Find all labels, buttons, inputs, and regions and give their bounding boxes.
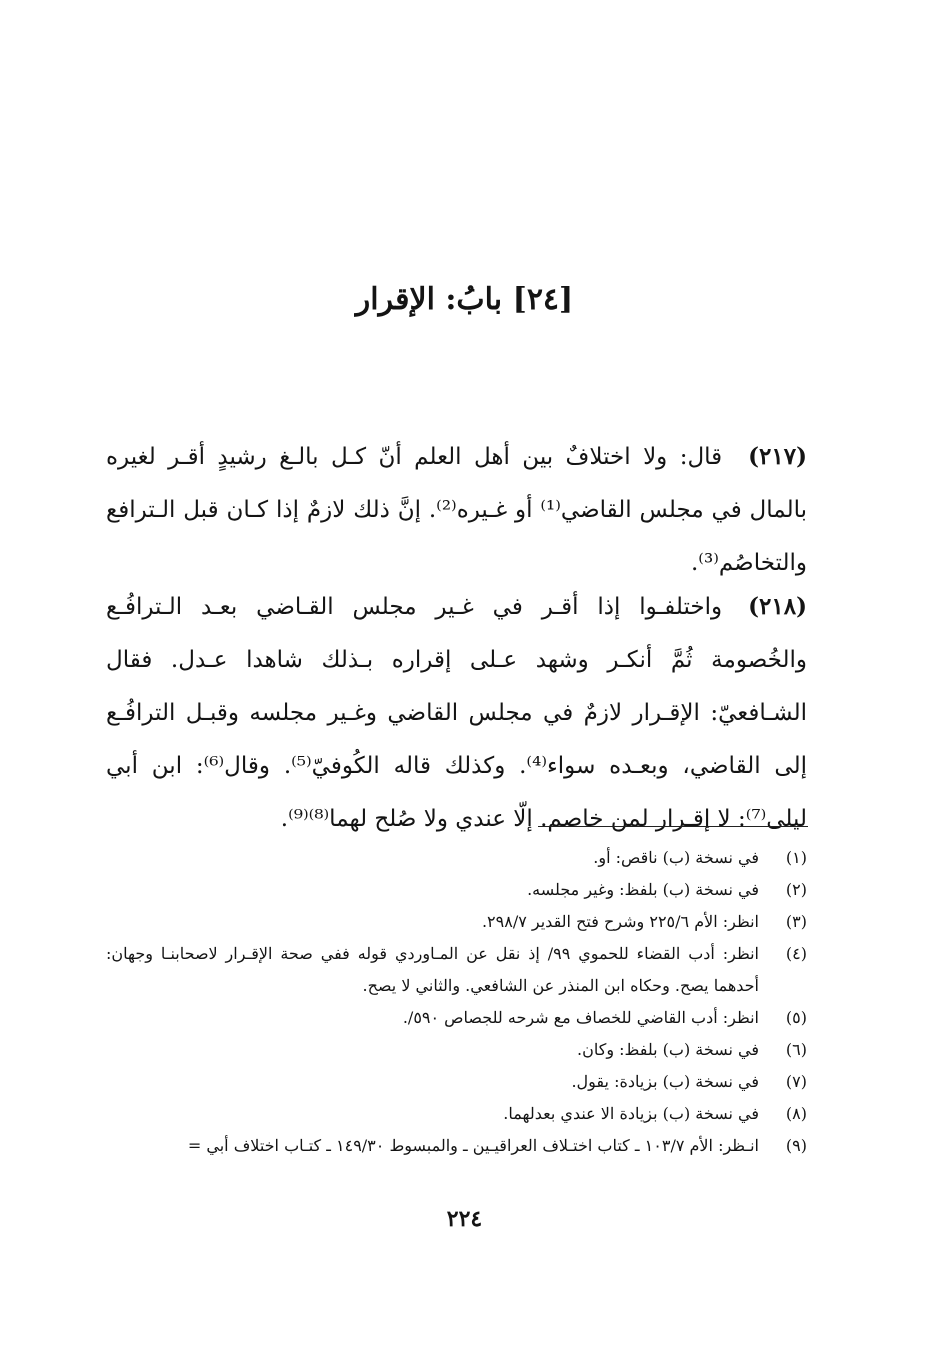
footnote-number: (١) [785, 848, 807, 867]
footnote-number: (٤) [785, 944, 807, 963]
page-number: ٢٢٤ [446, 1206, 483, 1232]
footnote-item [106, 906, 807, 938]
footnote-text: انظر: أدب القضاء للحموي ٩٩/ إذ نقل عن المـاوردي قوله ففي صحة الإقـرار لاصحابنـا وجهان: أحدهما يصح. وحكاه ابن المنذر عن الشافعي. والثاني لا يصح. [106, 944, 759, 995]
footnote-item [106, 938, 807, 1002]
footnote-item [106, 1098, 807, 1130]
footnote-text: في نسخة (ب) ناقص: أو. [593, 848, 759, 867]
paragraph-text: واختلفـوا إذا أقـر في غـير مجلس القـاضي بعـد الـترافُـع والخُصومة ثُمَّ أنكـر وشهد عـلى إقراره بـذلك شاهدا عـدل. فقال الشـافعيّ: الإقـرار لازمٌ في مجلس القاضي وغـير مجلسه وقبـل الترافُـع إلى القاضي، وبعـده سواء⁽⁴⁾. وكذلك قاله الكُوفيّ⁽⁵⁾. وقال⁽⁶⁾: ابن أبي ليلى⁽⁷⁾: لا إقـرار لمن خاصم. إلّا عندي ولا صُلح لهما⁽⁸⁾⁽⁹⁾. [106, 594, 807, 832]
footnote-number: (٨) [785, 1104, 807, 1123]
footnote-number: (٦) [785, 1040, 807, 1059]
footnote-item [106, 1130, 807, 1162]
footnote-item [106, 1034, 807, 1066]
footnote-text: في نسخة (ب) بلفظ: وكان. [577, 1040, 759, 1059]
footnote-item [106, 1066, 807, 1098]
chapter-title: [٢٤] بابُ: الإقرار [355, 282, 574, 317]
footnote-number: (٥) [785, 1008, 807, 1027]
paragraph-number: (٢١٧) [748, 443, 807, 470]
footnote-text: انظر: أدب القاضي للخصاف مع شرحه للجصاص ٥٩٠/. [402, 1008, 759, 1027]
footnotes [106, 842, 807, 1162]
footnote-number: (٣) [785, 912, 807, 931]
paragraph-number: (٢١٨) [748, 593, 807, 620]
footnote-item [106, 842, 807, 874]
footnote-number: (٩) [785, 1136, 807, 1155]
footnote-item [106, 1002, 807, 1034]
footnote-divider [538, 826, 808, 827]
footnote-text: في نسخة (ب) بزيادة: يقول. [571, 1072, 759, 1091]
footnote-text: انظر: الأم ٢٢٥/٦ وشرح فتح القدير ٢٩٨/٧. [481, 912, 759, 931]
paragraph-217 [106, 430, 807, 590]
paragraph-text: قال: ولا اختلافٌ بين أهل العلم أنّ كـل بالـغ رشيدٍ أقـر لغيره بالمال في مجلس القاضي⁽¹⁾ أو غـيره⁽²⁾. إنَّ ذلك لازمٌ إذا كـان قبل الـترافع والتخاصُم⁽³⁾. [106, 444, 807, 576]
footnote-text: في نسخة (ب) بلفظ: وغير مجلسه. [527, 880, 759, 899]
footnote-text: في نسخة (ب) بزيادة الا عندي بعدلهما. [503, 1104, 759, 1123]
footnote-number: (٢) [785, 880, 807, 899]
paragraph-218 [106, 580, 807, 846]
footnote-number: (٧) [785, 1072, 807, 1091]
footnote-text: انـظر: الأم ١٠٣/٧ ـ كتاب اختـلاف العراقيـين ـ والمبسوط ١٤٩/٣٠ ـ كتـاب اختلاف أبي = [187, 1136, 759, 1155]
footnote-item [106, 874, 807, 906]
